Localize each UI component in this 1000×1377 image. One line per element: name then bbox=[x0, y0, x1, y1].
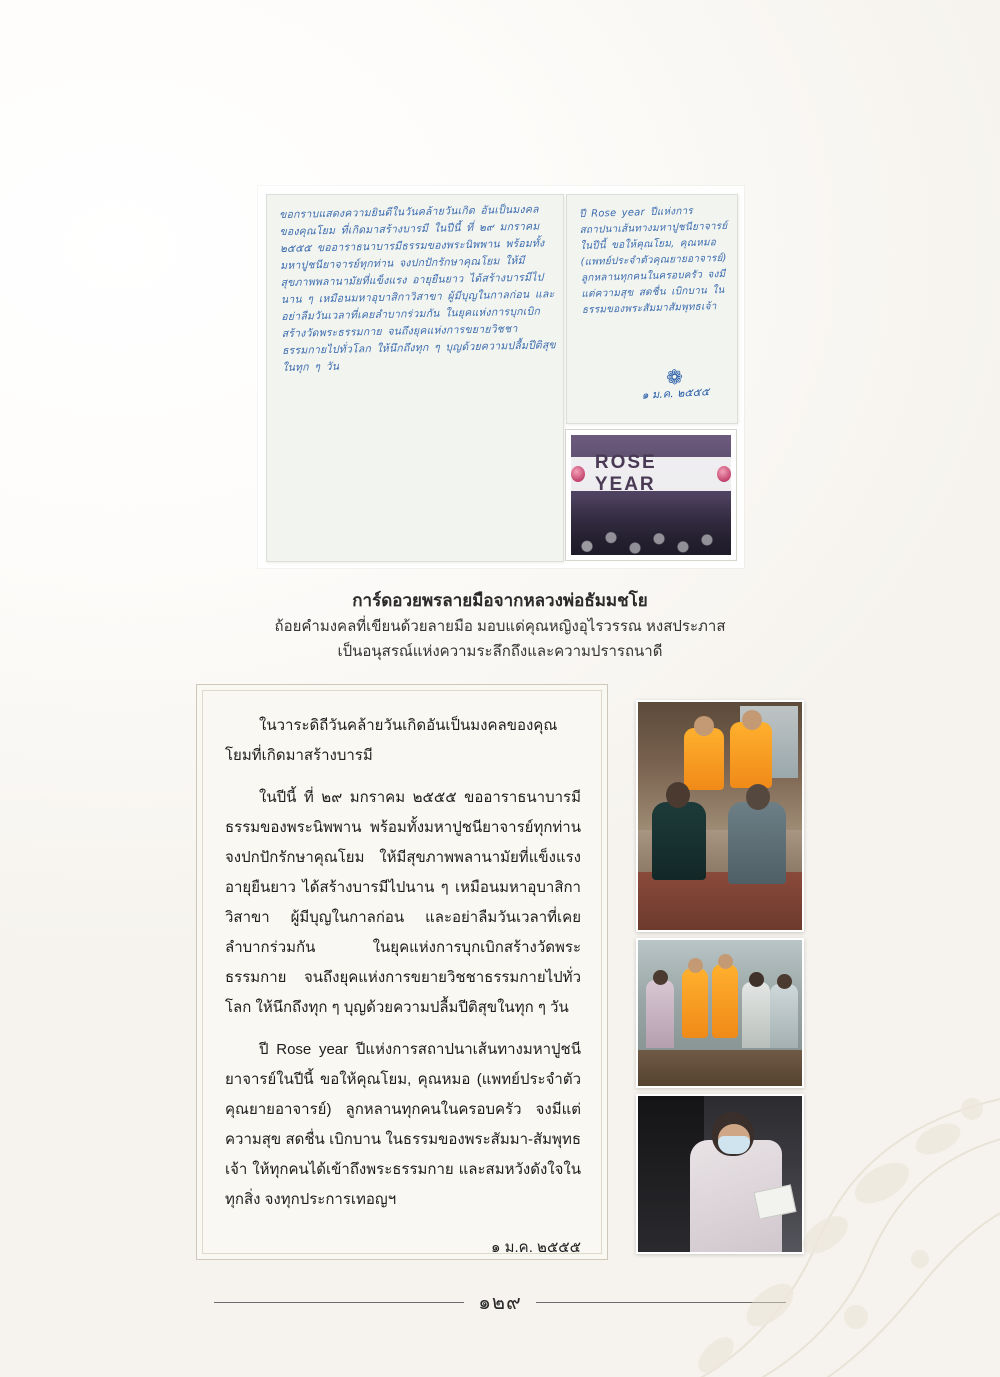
face-mask-icon bbox=[718, 1136, 750, 1154]
caption-line-1: ถ้อยคำมงคลที่เขียนด้วยลายมือ มอบแด่คุณหญิงอุไรวรรณ หงสประภาส bbox=[274, 618, 726, 635]
woman-shape bbox=[652, 802, 706, 880]
body-paragraph: ในปีนี้ ที่ ๒๙ มกราคม ๒๕๕๕ ขออาราธนาบารมีธรรมของพระนิพพาน พร้อมทั้งมหาปูชนียาจารย์ทุกท่าน จงปกปักรักษาคุณโยม ให้มีสุขภาพพลานามัยที่แข็งแรง อายุยืนยาว ได้สร้างบารมีไปนาน ๆ เหมือนมหาอุบาสิกาวิสาขา ผู้มีบุญในกาลก่อน และอย่าลืมวันเวลาที่เคยลำบากร่วมกัน ในยุคแห่งการบุกเบิกสร้างวัดพระธรรมกาย จนถึงยุคแห่งการขยายวิชชาธรรมกายไปทั่วโลก ให้นึกถึงทุก ๆ บุญด้วยความปลื้มปีติสุขในทุก ๆ วัน bbox=[225, 789, 581, 1016]
monk-head-shape bbox=[718, 954, 733, 969]
page-number: ๑๒๙ bbox=[478, 1292, 522, 1314]
rose-icon bbox=[717, 466, 731, 482]
signature-mark-icon: ❁ bbox=[665, 364, 684, 390]
page-footer bbox=[0, 1286, 1000, 1318]
figure-caption bbox=[200, 588, 800, 664]
card-left-page bbox=[266, 194, 564, 562]
person-shape bbox=[770, 984, 798, 1048]
body-signoff-date: ๑ ม.ค. ๒๕๕๕ bbox=[490, 1239, 581, 1256]
caption-title: การ์ดอวยพรลายมือจากหลวงพ่อธัมมชโย bbox=[352, 591, 648, 610]
card-signature-date: ๑ ม.ค. ๒๕๕๕ bbox=[641, 385, 710, 402]
person-shape bbox=[742, 982, 770, 1048]
body-text bbox=[225, 711, 581, 1275]
stamp-label: ROSE YEAR bbox=[594, 452, 657, 495]
text-frame bbox=[196, 684, 608, 1260]
elder-head-shape bbox=[746, 784, 770, 810]
footer-rule-right bbox=[536, 1302, 786, 1303]
monk-robe-shape bbox=[682, 968, 708, 1038]
card-handwriting-right: ปี Rose year ปีแห่งการสถาปนาเส้นทางมหาปูชนียาจารย์ในปีนี้ ขอให้คุณโยม, คุณหมอ (แพทย์ประจำตัวคุณยายอาจารย์) ลูกหลานทุกคนในครอบครัว จงมีแต่ความสุข สดชื่น เบิกบาน ในธรรมของพระสัมมาสัมพุทธเจ้า bbox=[579, 205, 728, 316]
person-shape bbox=[646, 980, 674, 1048]
elder-with-tablet-photo bbox=[636, 1094, 804, 1254]
group-photo bbox=[636, 938, 804, 1088]
person-head-shape bbox=[749, 972, 764, 987]
footer-rule-left bbox=[214, 1302, 464, 1303]
body-paragraph: ในวาระดิถีวันคล้ายวันเกิดอันเป็นมงคลของคุณโยมที่เกิดมาสร้างบารมี bbox=[225, 717, 558, 764]
floor-shape bbox=[638, 1050, 802, 1086]
monks-with-family-photo bbox=[636, 700, 804, 932]
monk-head-shape bbox=[694, 716, 714, 736]
card-handwriting-left: ขอกราบแสดงความยินดีในวันคล้ายวันเกิด อันเป็นมงคล ของคุณโยม ที่เกิดมาสร้างบารมี ในปีนี้ ที่ ๒๙ มกราคม ๒๕๕๕ ขออาราธนาบารมีธรรมของพระนิพพาน พร้อมทั้งมหาปูชนียาจารย์ทุกท่าน จงปกปักรักษาคุณโยม ให้มีสุขภาพพลานามัยที่แข็งแรง อายุยืนยาว ได้สร้างบารมีไปนาน ๆ เหมือนมหาอุบาสิกาวิสาขา ผู้มีบุญในกาลก่อน และอย่าลืมวันเวลาที่เคยลำบากร่วมกัน ในยุคแห่งการบุกเบิกสร้างวัดพระธรรมกาย จนถึงยุคแห่งการขยายวิชชาธรรมกายไปทั่วโลก ให้นึกถึงทุก ๆ บุญด้วยความปลื้มปีติสุขในทุก ๆ วัน bbox=[279, 203, 557, 374]
body-paragraph: ปี Rose year ปีแห่งการสถาปนาเส้นทางมหาปูชนียาจารย์ในปีนี้ ขอให้คุณโยม, คุณหมอ (แพทย์ประจำตัวคุณยายอาจารย์) ลูกหลานทุกคนในครอบครัว จงมีแต่ความสุข สดชื่น เบิกบาน ในธรรมของพระสัมมา-สัมพุทธเจ้า ให้ทุกคนได้เข้าถึงพระธรรมกาย และสมหวังดังใจในทุกสิ่ง จงทุกประการเทอญฯ bbox=[225, 1041, 581, 1208]
rose-year-stamp bbox=[566, 430, 736, 560]
monk-head-shape bbox=[742, 710, 762, 730]
woman-head-shape bbox=[666, 782, 690, 808]
person-head-shape bbox=[653, 970, 668, 985]
stamp-band bbox=[571, 452, 731, 495]
card-signature bbox=[640, 366, 709, 403]
stamp-flowers-decoration bbox=[571, 497, 731, 555]
caption-line-2: เป็นอนุสรณ์แห่งความระลึกถึงและความปรารถนาดี bbox=[337, 643, 663, 660]
monk-head-shape bbox=[688, 958, 703, 973]
rose-icon bbox=[571, 466, 585, 482]
monk-robe-shape bbox=[730, 722, 772, 788]
monk-robe-shape bbox=[712, 964, 738, 1038]
elder-shape bbox=[728, 802, 786, 884]
monk-robe-shape bbox=[684, 728, 724, 790]
person-head-shape bbox=[777, 974, 792, 989]
greeting-card-inner bbox=[266, 194, 736, 560]
card-right-page bbox=[566, 194, 738, 424]
greeting-card-photo bbox=[258, 186, 744, 568]
